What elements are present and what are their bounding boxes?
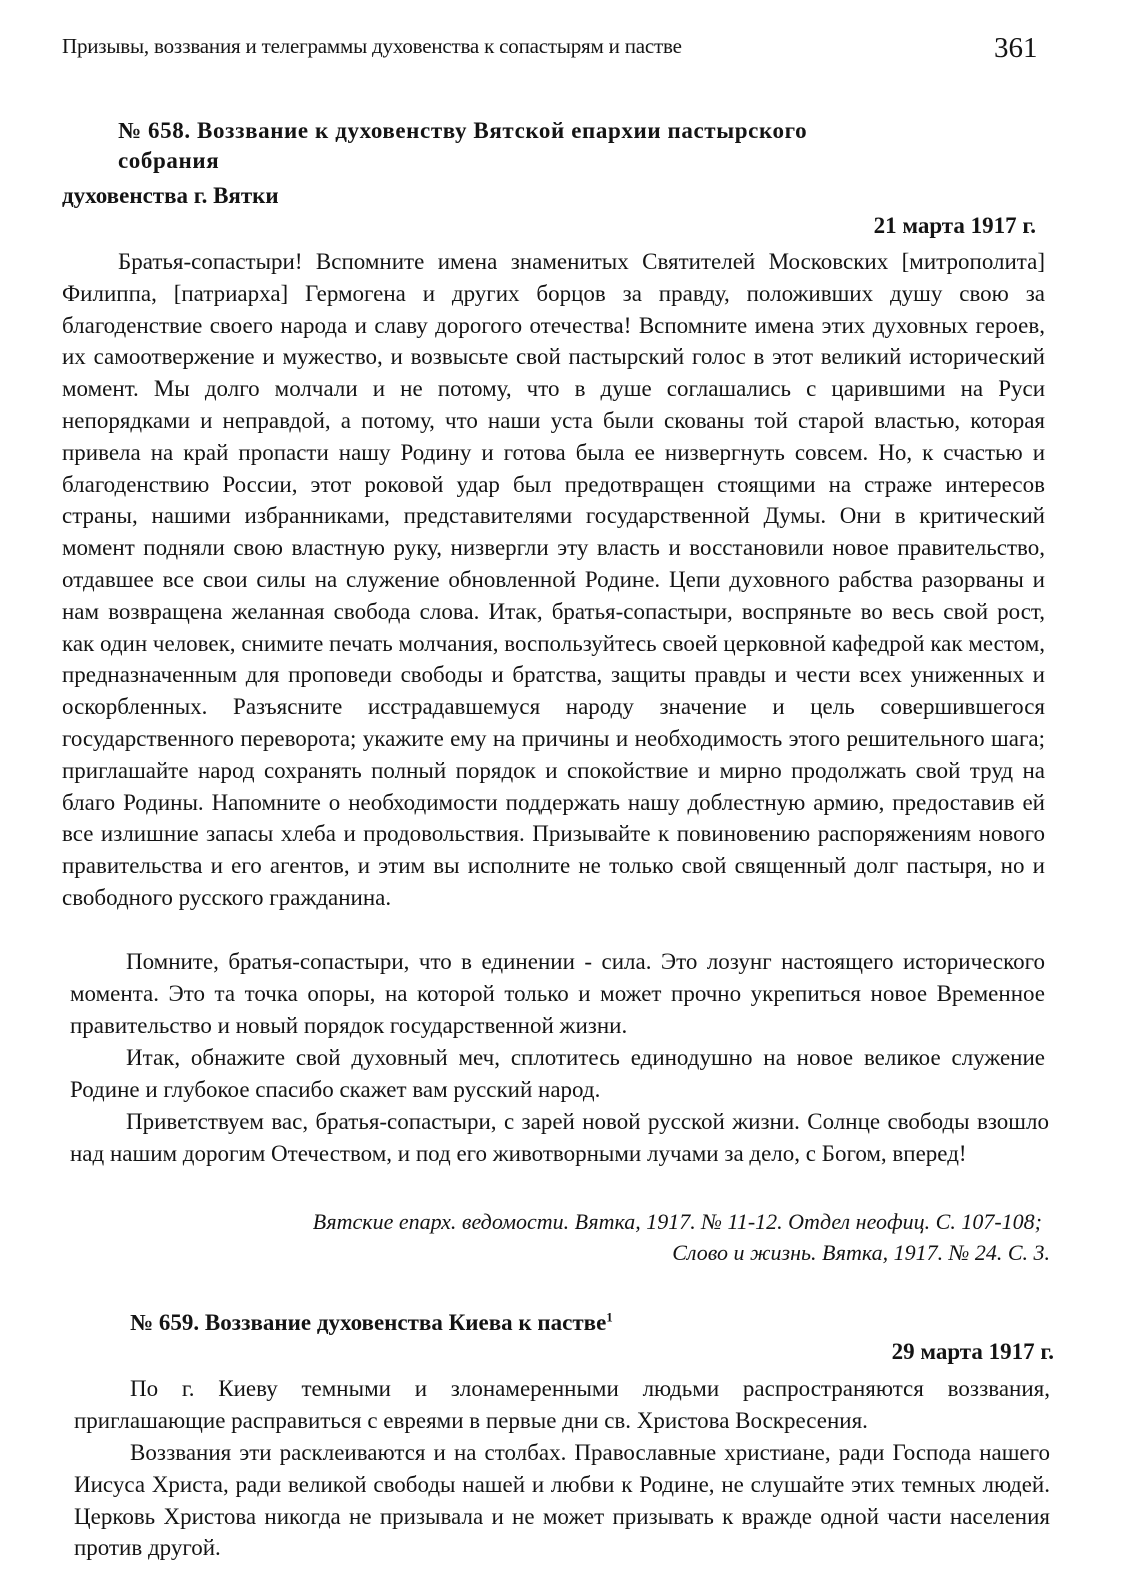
footnote-mark[interactable]: 1: [606, 1309, 613, 1325]
doc-658-title-line1: № 658. Воззвание к духовенству Вятской епархии пастырского: [118, 118, 808, 143]
doc-659-date: 29 марта 1917 г.: [891, 1339, 1054, 1364]
doc-658-source-line2: Слово и жизнь. Вятка, 1917. № 24. С. 3.: [672, 1240, 1050, 1265]
doc-658-paragraph-4: Приветствуем вас, братья-сопастыри, с зарей новой русской жизни. Солнце свободы взошло над нашим дорогим Отечеством, и под его животворными лучами за дело, с Богом, вперед!: [70, 1109, 1049, 1166]
doc-658-paragraph-3: Итак, обнажите свой духовный меч, сплотитесь единодушно на новое великое служение Родине и глубокое спасибо скажет вам русский народ.: [70, 1045, 1045, 1102]
doc-658-title-line3: духовенства г. Вятки: [62, 183, 279, 208]
doc-659-title: [130, 1308, 613, 1338]
doc-658-source-line1: Вятские епарх. ведомости. Вятка, 1917. № 11-12. Отдел неофиц. С. 107-108;: [312, 1209, 1042, 1234]
doc-658-title-line2: собрания: [118, 148, 220, 173]
doc-658-paragraph-2: Помните, братья-сопастыри, что в единении - сила. Это лозунг настоящего исторического момента. Это та точка опоры, на которой только и может прочно укрепиться новое Временное правительство и новый порядок государственной жизни.: [70, 949, 1045, 1038]
doc-658-paragraph-1: Братья-сопастыри! Вспомните имена знаменитых Святителей Московских [митрополита] Филиппа, [патриарха] Гермогена и других борцов за правду, положивших душу свою за благоденствие своего народа и славу дорогого отечества! Вспомните имена этих духовных героев, их самоотвержение и мужество, и возвысьте свой пастырский голос в этот великий исторический момент. Мы долго молчали и не потому, что в душе соглашались с царившими на Руси непорядками и неправдой, а потому, что наши уста были скованы той старой властью, которая привела на край пропасти нашу Родину и готова была ее низвергнуть совсем. Но, к счастью и благоденствию России, этот роковой удар был предотвращен стоящими на страже интересов страны, нашими избранниками, представителями государственной Думы. Они в критический момент подняли свою властную руку, низвергли эту власть и восстановили новое правительство, отдавшее все свои силы на служение обновленной Родине. Цепи духовного рабства разорваны и нам возвращена желанная свобода слова. Итак, братья-сопастыри, воспряньте во весь свой рост, как один человек, снимите печать молчания, воспользуйтесь своей церковной кафедрой как местом, предназначенным для проповеди свободы и братства, защиты правды и чести всех униженных и оскорбленных. Разъясните исстрадавшемуся народу значение и цель совершившегося государственного переворота; укажите ему на причины и необходимость этого решительного шага; приглашайте народ сохранять полный порядок и спокойствие и мирно продолжать свой труд на благо Родины. Напомните о необходимости поддержать нашу доблестную армию, предоставив ей все излишние запасы хлеба и продовольствия. Призывайте к повиновению распоряжениям нового правительства и его агентов, и этим вы исполните не только свой священный долг пастыря, но и свободного русского гражданина.: [62, 249, 1045, 910]
doc-659-paragraph-1: По г. Киеву темными и злонамеренными людьми распространяются воззвания, приглашающие расправиться с евреями в первые дни св. Христова Воскресения.: [74, 1376, 1050, 1433]
doc-659-title-text: № 659. Воззвание духовенства Киева к пастве: [130, 1310, 607, 1335]
page-number: 361: [994, 32, 1038, 64]
doc-659-paragraph-2: Воззвания эти расклеиваются и на столбах. Православные христиане, ради Господа нашего Иисуса Христа, ради великой свободы нашей и любви к Родине, не слушайте этих темных людей. Церковь Христова никогда не призывала и не может призывать к вражде одной части населения против другой.: [74, 1440, 1050, 1561]
doc-658-date: 21 марта 1917 г.: [873, 213, 1036, 238]
running-header: Призывы, воззвания и телеграммы духовенства к сопастырям и пастве: [62, 34, 682, 58]
